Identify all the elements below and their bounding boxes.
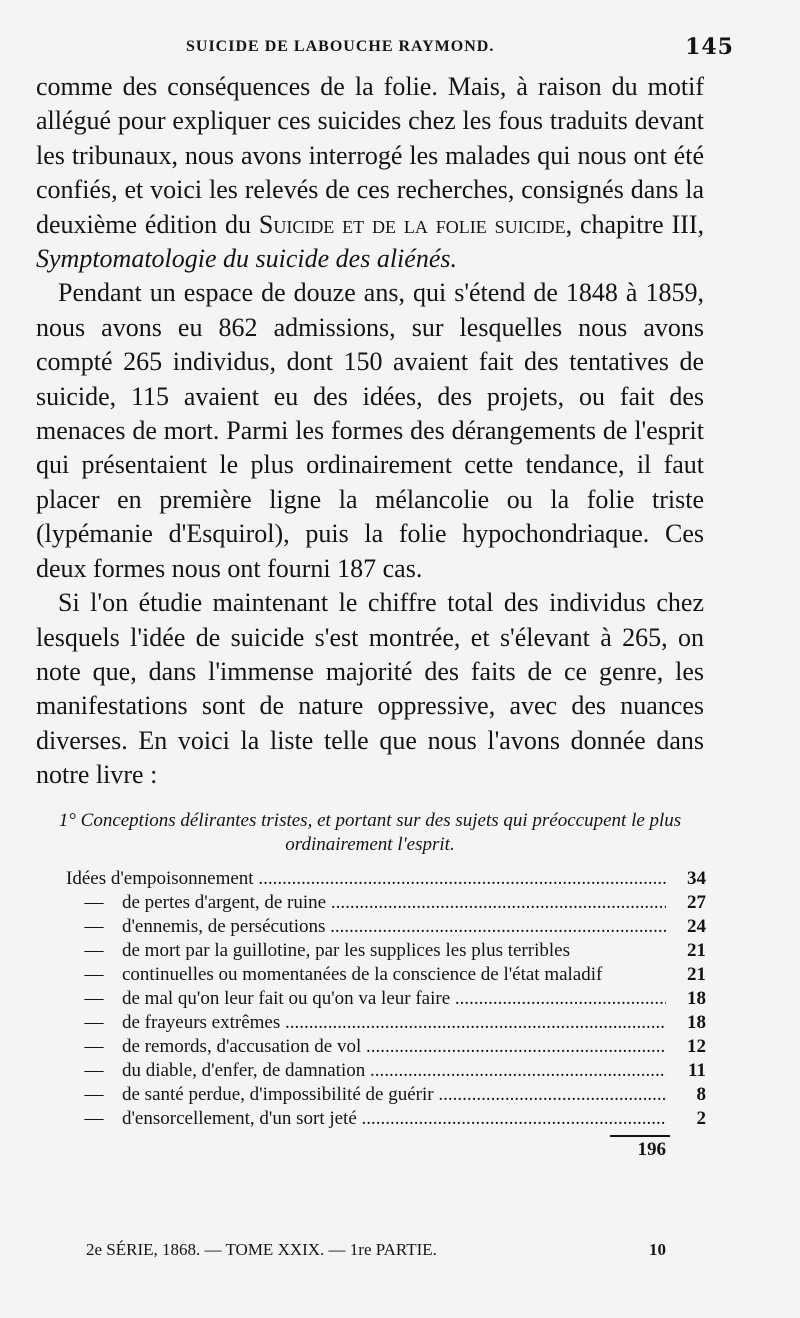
book-title: Suicide et de la folie suicide (258, 209, 566, 239)
total-rule (610, 1135, 670, 1137)
list-dash: — (84, 1035, 104, 1057)
paragraph-3: Si l'on étudie maintenant le chiffre total des individus chez lesquels l'idée de suicide s'est montrée, et s'élevant à 265, on note que, dans l'immense majorité des faits de ce genre, les manifestations sont de nature oppressive, avec des nuances diverses. En voici la liste telle que nous l'avons donnée dans notre livre : (36, 588, 704, 790)
list-item-count: 21 (687, 939, 706, 961)
list-item (66, 1035, 706, 1059)
statistics-list (66, 867, 706, 1131)
list-item-count: 27 (687, 891, 706, 913)
list-item-label: de frayeurs extrêmes ..... (122, 1011, 666, 1035)
list-item-count: 12 (687, 1035, 706, 1057)
list-item-label: de santé perdue, d'impossibilité de guérir ..... (122, 1083, 666, 1107)
list-item (66, 1107, 706, 1131)
list-title-number: 1° (58, 809, 76, 831)
list-dash: — (84, 1083, 104, 1105)
list-item-label: de mal qu'on leur fait ou qu'on va leur faire ..... (122, 987, 666, 1011)
list-item-label: de mort par la guillotine, par les supplices les plus terribles (122, 939, 570, 961)
list-item-count: 11 (688, 1059, 706, 1081)
list-item (66, 963, 706, 987)
list-item-label: d'ensorcellement, d'un sort jeté ..... (122, 1107, 666, 1131)
list-dash: — (84, 987, 104, 1009)
list-item-label: du diable, d'enfer, de damnation ..... (122, 1059, 666, 1083)
list-dash: — (84, 963, 104, 985)
list-title-text: Conceptions délirantes tristes, et portant sur des sujets qui préoccupent le plus ordinairement l'esprit. (80, 809, 682, 855)
list-item (66, 891, 706, 915)
list-item-count: 21 (687, 963, 706, 985)
list-item-count: 24 (687, 915, 706, 937)
paragraph-2: Pendant un espace de douze ans, qui s'étend de 1848 à 1859, nous avons eu 862 admissions, sur lesquelles nous avons compté 265 individus, dont 150 avaient fait des tentatives de suicide, 115 avaient eu des idées, des projets, ou fait des menaces de mort. Parmi les formes des dérangements de l'esprit qui présentaient le plus ordinairement cette tendance, il faut placer en première ligne la mélancolie ou la folie triste (lypémanie d'Esquirol), puis la folie hypochondriaque. Ces deux formes nous ont fourni 187 cas. (36, 278, 704, 583)
list-item-count: 18 (687, 987, 706, 1009)
chapter-title: Symptomatologie du suicide des aliénés. (36, 244, 457, 274)
list-item-label: Idées d'empoisonnement ..... (66, 867, 666, 891)
paragraph-1 (36, 70, 704, 276)
running-head: SUICIDE DE LABOUCHE RAYMOND. (186, 38, 495, 55)
paragraph-1-chapter: , chapitre III, (565, 209, 704, 239)
list-item-count: 2 (696, 1107, 706, 1129)
paragraph-1-text: comme des conséquences de la folie. Mais, à raison du motif allégué pour expliquer ces suicides chez les fous traduits devant les tribunaux, nous avons interrogé les malades qui nous ont été confiés, et voici les relevés de ces recherches, consignés dans la deuxième édition du (36, 72, 704, 239)
list-total: 196 (637, 1138, 666, 1160)
list-item-label: de pertes d'argent, de ruine ..... (122, 891, 666, 915)
list-dash: — (84, 1011, 104, 1033)
body-text (36, 70, 704, 793)
footer-text: 2e SÉRIE, 1868. — TOME XXIX. — 1re PARTIE. (86, 1240, 437, 1259)
list-dash: — (84, 1059, 104, 1081)
list-item (66, 915, 706, 939)
list-item (66, 987, 706, 1011)
list-item (66, 867, 706, 891)
list-item-count: 8 (696, 1083, 706, 1105)
list-dash: — (84, 915, 104, 937)
list-item (66, 1083, 706, 1107)
list-item (66, 1011, 706, 1035)
list-item-label: continuelles ou momentanées de la conscience de l'état maladif (122, 963, 603, 985)
page-header (36, 30, 734, 60)
list-item-count: 18 (687, 1011, 706, 1033)
list-item (66, 939, 706, 963)
page-number: 145 (685, 34, 734, 60)
list-item (66, 1059, 706, 1083)
list-item-label: d'ennemis, de persécutions ..... (122, 915, 666, 939)
list-title (36, 809, 704, 857)
signature-mark: 10 (649, 1240, 666, 1259)
list-item-label: de remords, d'accusation de vol ..... (122, 1035, 666, 1059)
page-footer (86, 1240, 666, 1260)
list-dash: — (84, 891, 104, 913)
list-dash: — (84, 1107, 104, 1129)
list-dash: — (84, 939, 104, 961)
list-item-count: 34 (687, 867, 706, 889)
